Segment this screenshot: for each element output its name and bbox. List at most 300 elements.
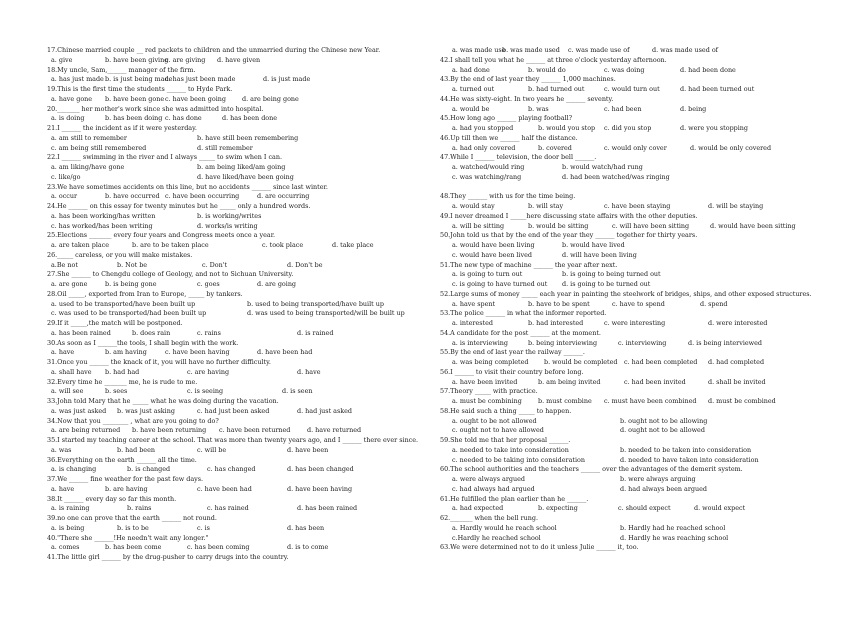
question-text: 61.He fulfilled the plan earlier than he ______. xyxy=(440,494,589,503)
answer-option[interactable]: b. will stay xyxy=(528,202,564,210)
answer-option[interactable]: a. were always argued xyxy=(452,475,525,483)
question-q61 xyxy=(440,495,812,515)
answer-option[interactable]: c. had been xyxy=(604,104,642,113)
answer-option[interactable]: a. watched/would ring xyxy=(452,163,525,171)
answer-option[interactable]: a. occur xyxy=(51,192,78,201)
answer-option[interactable]: a. would be xyxy=(452,104,490,113)
answer-option[interactable]: d. has been changed xyxy=(287,465,354,474)
question-text: 27.She ______ to Chengdu college of Geology, and not to Sichuan University. xyxy=(47,270,294,279)
answer-option[interactable]: c. have been had xyxy=(197,484,252,493)
answer-option[interactable]: c. was watching/rang xyxy=(452,172,522,181)
answer-option[interactable]: b. must combine xyxy=(538,397,592,405)
answer-option[interactable]: b. are to be taken place xyxy=(132,241,209,249)
answer-option[interactable]: c. must have been combined xyxy=(604,397,697,405)
answer-option[interactable]: a. is doing xyxy=(51,114,85,123)
answer-option[interactable]: b. needed to be taken into consideration xyxy=(620,445,752,454)
options-row xyxy=(47,280,432,290)
options-row xyxy=(47,241,432,251)
answer-option[interactable]: b. would watch/had rung xyxy=(562,163,643,171)
answer-option[interactable]: b. have been giving xyxy=(105,55,169,64)
answer-option[interactable]: a. has been rained xyxy=(51,328,111,337)
answer-option[interactable]: d. must be combined xyxy=(708,397,776,405)
answer-option[interactable]: a. needed to take into consideration xyxy=(452,445,569,454)
answer-option[interactable]: d. would have been sitting xyxy=(710,221,796,230)
question-text: 49.I never dreamed I _____here discussing state affairs with the other deputies. xyxy=(440,211,698,220)
answer-option[interactable]: c. have to spend xyxy=(612,299,665,308)
question-text: 19.This is the first time the students ______ to Hyde Park. xyxy=(47,85,233,93)
left-column xyxy=(47,46,432,563)
answer-option[interactable]: d. is going to be turned out xyxy=(562,280,651,288)
question-q33 xyxy=(47,397,432,417)
options-row xyxy=(440,280,812,290)
answer-option[interactable]: c. did you stop xyxy=(604,124,652,132)
options-row xyxy=(47,504,432,514)
options-row xyxy=(47,543,432,553)
question-q55 xyxy=(440,348,812,368)
question-text: 38.It ______ every day so far this month. xyxy=(47,494,177,503)
answer-option[interactable]: a. ought to be not allowed xyxy=(452,416,537,425)
question-text: 54.A candidate for the post ______ at the moment. xyxy=(440,328,601,337)
answer-option[interactable]: b. Hardly had he reached school xyxy=(620,523,726,532)
question-text: 36.Everything on the earth ______ all the time. xyxy=(47,455,197,464)
answer-option[interactable]: c. has been coming xyxy=(187,543,250,552)
answer-option[interactable]: b. has been doing xyxy=(105,114,163,123)
answer-option[interactable]: b. is changed xyxy=(127,465,171,474)
answer-option[interactable]: a. interested xyxy=(452,319,493,327)
options-row xyxy=(440,46,812,56)
answer-option[interactable]: d. had just asked xyxy=(297,406,353,415)
options-row xyxy=(440,417,812,427)
question-q32 xyxy=(47,378,432,398)
question-q53 xyxy=(440,309,812,329)
answer-option[interactable]: d. will have been living xyxy=(562,250,637,259)
question-text: 41.The little girl ______ by the drug-pusher to carry drugs into the country. xyxy=(47,553,289,561)
answer-option[interactable]: a. give xyxy=(51,55,73,64)
answer-option[interactable]: c. has changed xyxy=(207,465,256,474)
question-text: 37.We ______ fine weather for the past few days. xyxy=(47,475,204,483)
answer-option[interactable]: c. was doing xyxy=(604,65,645,74)
answer-option[interactable]: b. had turned out xyxy=(528,85,585,93)
question-q54 xyxy=(440,329,812,349)
options-row xyxy=(440,270,812,280)
answer-option[interactable]: b. used to being transported/have built up xyxy=(247,299,384,308)
question-q37 xyxy=(47,475,432,495)
answer-option[interactable]: b. is working/writes xyxy=(197,211,262,220)
answer-option[interactable]: c. will be xyxy=(197,445,227,454)
answer-option[interactable]: a. have gone xyxy=(51,94,93,103)
question-q62 xyxy=(440,514,812,543)
answer-option[interactable]: b. is to be xyxy=(117,523,149,532)
answer-option[interactable]: d. shall be invited xyxy=(708,377,766,386)
answer-option[interactable]: a. will be sitting xyxy=(452,221,505,230)
answer-option[interactable]: b. have still been remembering xyxy=(197,133,299,142)
answer-option[interactable]: d. had been done xyxy=(680,65,736,74)
answer-option[interactable]: a. used to be transported/have been built up xyxy=(51,299,196,308)
answer-option[interactable]: b. had been xyxy=(117,445,155,454)
question-q47 xyxy=(440,153,812,182)
options-row xyxy=(440,378,812,388)
question-q23 xyxy=(47,183,432,203)
question-text: 56.I ______ to visit their country before long. xyxy=(440,367,584,376)
answer-option[interactable]: a. had only covered xyxy=(452,143,516,152)
question-q19 xyxy=(47,85,432,105)
answer-option[interactable]: c. have been having xyxy=(165,348,230,357)
answer-option[interactable]: a. are taken place xyxy=(51,241,110,249)
question-text: 29.If it _____,the match will be postponed. xyxy=(47,319,183,327)
answer-option[interactable]: a. is raining xyxy=(51,504,90,513)
question-text: 30.As soon as I ______the tools, I shall begin with the work. xyxy=(47,338,239,347)
answer-option[interactable]: b. is being gone xyxy=(105,280,157,288)
answer-option[interactable]: b. would be completed xyxy=(544,358,618,366)
question-q34 xyxy=(47,417,432,437)
answer-option[interactable]: d. being xyxy=(680,104,707,113)
answer-option[interactable]: a. have xyxy=(51,348,75,357)
answer-option[interactable]: b. does rain xyxy=(132,328,171,337)
answer-option[interactable]: d. have given xyxy=(217,55,261,64)
options-row xyxy=(440,163,812,173)
options-row xyxy=(47,465,432,475)
answer-option[interactable]: d. had completed xyxy=(708,358,765,366)
options-row xyxy=(440,446,812,456)
answer-option[interactable]: b. were always arguing xyxy=(620,475,696,483)
question-text: 46.Up till then we ______ half the distance. xyxy=(440,133,578,142)
question-q46 xyxy=(440,134,812,154)
answer-option[interactable]: b. have to be spent xyxy=(528,299,590,308)
question-q58 xyxy=(440,407,812,436)
question-text: 45.How long ago ______ playing football? xyxy=(440,114,573,123)
answer-option[interactable]: d. is being interviewed xyxy=(688,338,763,347)
question-q45 xyxy=(440,114,812,134)
answer-option[interactable]: a. would stay xyxy=(452,202,495,210)
answer-option[interactable]: c. am being still remembered xyxy=(51,143,147,152)
options-row xyxy=(47,192,432,202)
question-q44 xyxy=(440,95,812,115)
answer-option[interactable]: d. are going xyxy=(257,280,297,288)
answer-option[interactable]: d. had always been argued xyxy=(620,484,708,493)
answer-option[interactable]: b. rains xyxy=(127,504,152,513)
question-q40 xyxy=(47,534,432,554)
answer-option[interactable]: c. has worked/has been writing xyxy=(51,221,153,230)
answer-option[interactable]: d. needed to have taken into consideration xyxy=(620,455,759,464)
answer-option[interactable]: a. shall have xyxy=(51,367,92,376)
answer-option[interactable]: c. have been staying xyxy=(604,202,671,210)
question-q18 xyxy=(47,66,432,86)
answer-option[interactable]: c. were interesting xyxy=(604,319,666,327)
answer-option[interactable]: a. had done xyxy=(452,65,490,74)
answer-option[interactable]: c. rains xyxy=(197,328,221,337)
question-text: 20._______ her mother's work since she was admitted into hospital. xyxy=(47,104,264,113)
answer-option[interactable]: b. covered xyxy=(538,143,572,152)
answer-option[interactable]: d. take place xyxy=(332,241,374,249)
question-q27 xyxy=(47,270,432,290)
answer-option[interactable]: d. have returned xyxy=(307,426,362,435)
answer-option[interactable]: a.Be not xyxy=(51,260,78,269)
question-text: 51.The new type of machine ______ the year after next. xyxy=(440,260,618,269)
answer-option[interactable]: d. is to come xyxy=(287,543,329,552)
answer-option[interactable]: c. have been returned xyxy=(219,426,291,435)
question-text: 60.The school authorities and the teachers ______ over the advantages of the demerit system. xyxy=(440,465,743,474)
options-row xyxy=(440,426,812,436)
answer-option[interactable]: c. would turn out xyxy=(604,85,660,93)
answer-option[interactable]: d. Hardly he was reaching school xyxy=(620,533,729,542)
answer-option[interactable]: c. had just been asked xyxy=(197,406,270,415)
answer-option[interactable]: d. has been rained xyxy=(297,504,358,513)
question-text: 48.They ______ with us for the time being. xyxy=(440,192,576,201)
answer-option[interactable]: a. is going to turn out xyxy=(452,270,523,279)
question-text: 18.My uncle, Sam,______ manager of the firm. xyxy=(47,65,196,74)
answer-option[interactable]: d. were you stopping xyxy=(680,124,749,132)
answer-option[interactable]: c. had been invited xyxy=(624,377,686,386)
answer-option[interactable]: d. would expect xyxy=(694,504,746,513)
answer-option[interactable]: b. are having xyxy=(105,484,148,493)
answer-option[interactable]: c. was used to be transported/had been built up xyxy=(51,309,207,318)
answer-option[interactable]: a. has been working/has written xyxy=(51,211,156,220)
options-row xyxy=(47,426,432,436)
answer-option[interactable]: d. have been xyxy=(287,445,329,454)
options-row xyxy=(47,300,432,310)
answer-option[interactable]: b. being interviewing xyxy=(528,338,598,347)
answer-option[interactable]: b. have been gone xyxy=(105,94,165,103)
options-row xyxy=(47,446,432,456)
question-text: 24.He ______ on this essay for twenty minutes but he _____ only a hundred words. xyxy=(47,202,311,210)
answer-option[interactable]: d. would be only covered xyxy=(690,143,772,152)
answer-option[interactable]: c. needed to be taking into consideration xyxy=(452,455,585,464)
question-text: 22.I ______ swimming in the river and I always _____ to swim when I can. xyxy=(47,153,282,162)
right-column xyxy=(440,46,812,553)
answer-option[interactable]: c. is xyxy=(197,523,210,532)
answer-option[interactable]: a. have xyxy=(51,484,75,493)
answer-option[interactable]: d. was used to being transported/will be built up xyxy=(247,309,405,318)
answer-option[interactable]: d. have been had xyxy=(257,348,313,357)
answer-option[interactable]: a. was xyxy=(51,445,72,454)
answer-option[interactable]: c. will have been sitting xyxy=(612,221,690,230)
answer-option[interactable]: c. goes xyxy=(197,280,220,288)
answer-option[interactable]: d. have liked/have been going xyxy=(197,172,294,181)
options-row xyxy=(440,124,812,134)
answer-option[interactable]: b. is just being made xyxy=(105,75,173,84)
answer-option[interactable]: a. had expected xyxy=(452,504,504,513)
answer-option[interactable]: c. had been completed xyxy=(624,358,698,366)
question-q63 xyxy=(440,543,812,553)
options-row xyxy=(47,485,432,495)
answer-option[interactable]: c. would have been lived xyxy=(452,250,532,259)
answer-option[interactable]: b. sees xyxy=(105,387,128,396)
answer-option[interactable]: a. comes xyxy=(51,543,80,552)
answer-option[interactable]: b. ought not to be allowing xyxy=(620,416,708,425)
answer-option[interactable]: c. Don't xyxy=(202,260,228,269)
answer-option[interactable]: c. would only cover xyxy=(604,143,667,152)
question-text: 59.She told me that her proposal ______. xyxy=(440,436,571,444)
answer-option[interactable]: a. have spent xyxy=(452,299,496,308)
answer-option[interactable]: d. is rained xyxy=(297,328,334,337)
answer-option[interactable]: b. have been returning xyxy=(132,426,207,435)
answer-option[interactable]: a. was made use xyxy=(452,46,506,54)
answer-option[interactable]: c. should expect xyxy=(618,504,671,513)
options-row xyxy=(47,387,432,397)
options-row xyxy=(47,368,432,378)
question-q24 xyxy=(47,202,432,231)
answer-option[interactable]: d. spend xyxy=(700,299,728,308)
answer-option[interactable]: c. interviewing xyxy=(618,338,667,347)
answer-option[interactable]: b. was just asking xyxy=(117,406,175,415)
answer-option[interactable]: a. would have been living xyxy=(452,241,535,249)
answer-option[interactable]: a. will see xyxy=(51,387,84,396)
options-row xyxy=(440,485,812,495)
answer-option[interactable]: d. had been turned out xyxy=(680,85,755,93)
options-row xyxy=(440,202,812,212)
answer-option[interactable]: b. am being invited xyxy=(538,377,601,386)
options-row xyxy=(440,456,812,466)
answer-option[interactable]: b. is going to being turned out xyxy=(562,270,661,279)
answer-option[interactable]: b. am being liked/am going xyxy=(197,163,286,171)
options-row xyxy=(47,56,432,66)
answer-option[interactable]: b. would do xyxy=(528,65,566,74)
answer-option[interactable]: d. is just made xyxy=(263,75,311,84)
question-text: 63.We were determined not to do it unless Julie ______ it, too. xyxy=(440,543,639,552)
question-q26 xyxy=(47,251,432,271)
answer-option[interactable]: d. were interested xyxy=(708,319,768,327)
answer-option[interactable]: b. was made used xyxy=(502,46,560,54)
answer-option[interactable]: a. is changing xyxy=(51,465,97,474)
answer-option[interactable]: d. was made used of xyxy=(652,46,719,54)
answer-option[interactable]: c. like/go xyxy=(51,172,81,181)
options-row xyxy=(47,144,432,154)
question-q17 xyxy=(47,46,432,66)
options-row xyxy=(47,134,432,144)
answer-option[interactable]: d. are occurring xyxy=(257,192,310,201)
answer-option[interactable]: c. has just been made xyxy=(165,75,236,84)
question-text: 62._______ when the bell rung. xyxy=(440,514,538,522)
question-text: 28.Oil _____, exported from Iran to Europe, _____ by tankers. xyxy=(47,289,243,298)
answer-option[interactable]: d. have xyxy=(297,367,321,376)
options-row xyxy=(440,105,812,115)
answer-option[interactable]: c. had always had argued xyxy=(452,484,535,493)
options-row xyxy=(440,504,812,514)
answer-option[interactable]: c. are having xyxy=(187,367,230,376)
answer-option[interactable]: d. ought not to be allowed xyxy=(620,426,705,435)
answer-option[interactable]: a. are gone xyxy=(51,280,88,288)
options-row xyxy=(440,339,812,349)
question-text: 58.He said such a thing _____ to happen. xyxy=(440,406,572,415)
question-text: 17.Chinese married couple __ red packets to children and the unmarried during the Chinese new Year. xyxy=(47,46,381,54)
answer-option[interactable]: a. must be combining xyxy=(452,397,522,405)
question-q21 xyxy=(47,124,432,153)
question-q51 xyxy=(440,261,812,290)
answer-option[interactable]: c. have been occurring xyxy=(165,192,240,201)
options-row xyxy=(440,222,812,232)
options-row xyxy=(440,397,812,407)
question-text: 40."There she ______!He needn't wait any longer." xyxy=(47,533,209,542)
answer-option[interactable]: d. is seen xyxy=(282,387,313,396)
answer-option[interactable]: d. still remember xyxy=(197,143,253,152)
question-text: 55.By the end of last year the railway ______. xyxy=(440,348,585,357)
answer-option[interactable]: c. has done xyxy=(165,114,202,123)
options-row xyxy=(47,163,432,173)
answer-option[interactable]: b. expecting xyxy=(538,504,578,513)
question-q57 xyxy=(440,387,812,407)
question-q35 xyxy=(47,436,432,456)
answer-option[interactable]: a. was being completed xyxy=(452,358,529,366)
options-row xyxy=(440,475,812,485)
question-text: 32.Every time he _______ me, he is rude to me. xyxy=(47,377,198,386)
answer-option[interactable]: a. has just made xyxy=(51,75,104,84)
question-text: 31.Once you ______ the knack of it, you will have no further difficulty. xyxy=(47,358,271,366)
answer-option[interactable]: a. Hardly would he reach school xyxy=(452,523,557,532)
answer-option[interactable]: c. have been going xyxy=(165,94,226,103)
question-q59 xyxy=(440,436,812,465)
options-row xyxy=(440,173,812,183)
answer-option[interactable]: c. is going to have turned out xyxy=(452,280,548,288)
options-row xyxy=(440,144,812,154)
question-text: 44.He was sixty-eight. In two years he ______ seventy. xyxy=(440,94,614,103)
options-row xyxy=(47,329,432,339)
options-row xyxy=(47,261,432,271)
question-q28 xyxy=(47,290,432,319)
answer-option[interactable]: a. turned out xyxy=(452,85,495,93)
answer-option[interactable]: b. have occurred xyxy=(105,192,160,201)
question-text: 42.I shall tell you what he ______ at three o'clock yesterday afternoon. xyxy=(440,55,667,64)
answer-option[interactable]: b. had had xyxy=(105,367,140,376)
answer-option[interactable]: c. are giving xyxy=(165,55,206,64)
answer-option[interactable]: b. would have lived xyxy=(562,241,625,249)
answer-option[interactable]: a. am still to remember xyxy=(51,133,127,142)
answer-option[interactable]: c. has rained xyxy=(207,504,249,513)
question-q25 xyxy=(47,231,432,251)
answer-option[interactable]: c. was made use of xyxy=(568,46,630,54)
options-row xyxy=(47,407,432,417)
question-q52 xyxy=(440,290,812,310)
answer-option[interactable]: b. would be sitting xyxy=(528,221,589,230)
question-text: 52.Large sums of money _____ each year in painting the steelwork of bridges, ships, and other exposed structures. xyxy=(440,289,812,298)
answer-option[interactable]: c. ought not to have allowed xyxy=(452,426,544,435)
answer-option[interactable]: d. will be staying xyxy=(708,202,764,210)
answer-option[interactable]: d. Don't be xyxy=(287,260,323,269)
question-text: 50.John told us that by the end of the year they ______ together for thirty years. xyxy=(440,231,698,240)
answer-option[interactable]: a. are being returned xyxy=(51,426,121,435)
options-row xyxy=(47,309,432,319)
answer-option[interactable]: b. Not be xyxy=(117,260,148,269)
answer-option[interactable]: b. has been come xyxy=(105,543,162,552)
answer-option[interactable]: b. was xyxy=(528,104,549,113)
options-row xyxy=(440,241,812,251)
answer-option[interactable]: d. has been done xyxy=(222,114,278,123)
answer-option[interactable]: a. am liking/have gone xyxy=(51,163,125,171)
answer-option[interactable]: b. am having xyxy=(105,348,147,357)
options-row xyxy=(440,85,812,95)
answer-option[interactable]: a. is interviewing xyxy=(452,338,508,347)
answer-option[interactable]: d. had been watched/was ringing xyxy=(562,172,670,181)
options-row xyxy=(47,75,432,85)
options-row xyxy=(440,66,812,76)
answer-option[interactable]: c.Hardly he reached school xyxy=(452,533,541,542)
answer-option[interactable]: c. is seeing xyxy=(187,387,224,396)
answer-option[interactable]: b. would you stop xyxy=(538,124,596,132)
question-q20 xyxy=(47,105,432,125)
answer-option[interactable]: d. have been having xyxy=(287,484,353,493)
answer-option[interactable]: b. had interested xyxy=(528,319,584,327)
question-q48 xyxy=(440,192,812,212)
answer-option[interactable]: d. are being gone xyxy=(242,94,299,103)
answer-option[interactable]: a. had you stopped xyxy=(452,124,514,132)
question-text: 23.We have sometimes accidents on this line, but no accidents ______ since last winter. xyxy=(47,182,328,191)
answer-option[interactable]: d. has been xyxy=(287,523,325,532)
answer-option[interactable]: d. works/is writing xyxy=(197,221,258,230)
answer-option[interactable]: a. is being xyxy=(51,523,85,532)
question-text: 53.The police ______ in what the informer reported. xyxy=(440,309,607,318)
answer-option[interactable]: c. took place xyxy=(262,241,304,249)
answer-option[interactable]: a. have been invited xyxy=(452,377,518,386)
answer-option[interactable]: a. was just asked xyxy=(51,406,107,415)
